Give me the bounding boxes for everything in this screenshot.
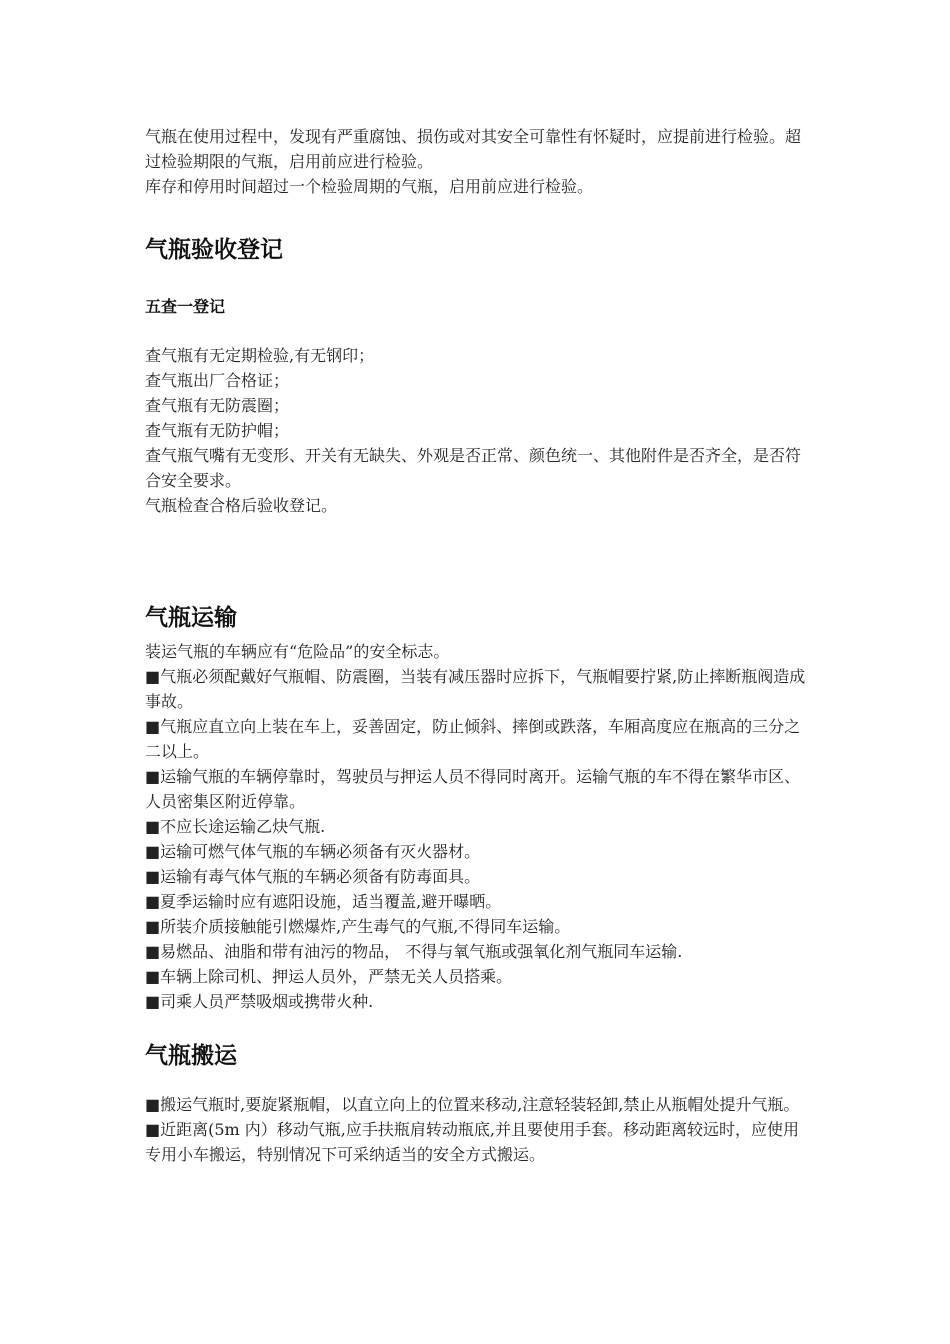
- intro-block: [145, 124, 810, 199]
- list-item: 气瓶检查合格后验收登记。: [145, 496, 338, 515]
- list-item: 查气瓶气嘴有无变形、开关有无缺失、外观是否正常、颜色统一、其他附件是否齐全，是否符合安全要求。: [145, 446, 802, 490]
- list-item: ■所装介质接触能引燃爆炸,产生毒气的气瓶,不得同车运输。: [145, 917, 571, 936]
- list-item: 查气瓶有无防护帽；: [145, 421, 290, 440]
- acceptance-list: [145, 343, 810, 518]
- list-item: ■司乘人员严禁吸烟或携带火种.: [145, 992, 374, 1011]
- section-subtitle-five-checks: 五查一登记: [145, 297, 226, 316]
- list-item: ■车辆上除司机、押运人员外，严禁无关人员搭乘。: [145, 967, 513, 986]
- list-item: ■运输可燃气体气瓶的车辆必须备有灭火器材。: [145, 842, 481, 861]
- intro-paragraph-1: 气瓶在使用过程中，发现有严重腐蚀、损伤或对其安全可靠性有怀疑时，应提前进行检验。超过检验期限的气瓶，启用前应进行检验。: [145, 127, 802, 171]
- list-item: ■气瓶应直立向上装在车上，妥善固定，防止倾斜、摔倒或跌落，车厢高度应在瓶高的三分之二以上。: [145, 717, 801, 761]
- list-item: ■搬运气瓶时,要旋紧瓶帽，以直立向上的位置来移动,注意轻装轻卸,禁止从瓶帽处提升气瓶。: [145, 1095, 800, 1114]
- list-item: ■气瓶必须配戴好气瓶帽、防震圈，当装有减压器时应拆下，气瓶帽要拧紧,防止摔断瓶阀造成事故。: [145, 667, 806, 711]
- list-item: ■易燃品、油脂和带有油污的物品， 不得与氧气瓶或强氧化剂气瓶同车运输.: [145, 942, 683, 961]
- section-title-handling: 气瓶搬运: [145, 1043, 237, 1069]
- list-item: ■近距离(5m 内）移动气瓶,应手扶瓶肩转动瓶底,并且要使用手套。移动距离较远时，应使用专用小车搬运，特别情况下可采纳适当的安全方式搬运。: [145, 1120, 799, 1164]
- list-item: 查气瓶出厂合格证；: [145, 371, 290, 390]
- section-title-transport: 气瓶运输: [145, 605, 237, 631]
- list-item: 装运气瓶的车辆应有“危险品”的安全标志。: [145, 642, 450, 661]
- list-item: 查气瓶有无定期检验,有无钢印；: [145, 346, 375, 365]
- list-item: ■运输气瓶的车辆停靠时，驾驶员与押运人员不得同时离开。运输气瓶的车不得在繁华市区、人员密集区附近停靠。: [145, 767, 801, 811]
- document-page: [145, 124, 810, 1167]
- list-item: ■运输有毒气体气瓶的车辆必须备有防毒面具。: [145, 867, 481, 886]
- transport-list: [145, 639, 810, 1014]
- list-item: ■夏季运输时应有遮阳设施，适当覆盖,避开曝晒。: [145, 892, 502, 911]
- intro-paragraph-2: 库存和停用时间超过一个检验周期的气瓶，启用前应进行检验。: [145, 177, 594, 196]
- section-title-acceptance: 气瓶验收登记: [145, 237, 283, 263]
- list-item: 查气瓶有无防震圈；: [145, 396, 290, 415]
- list-item: ■不应长途运输乙炔气瓶.: [145, 817, 326, 836]
- handling-list: [145, 1092, 810, 1167]
